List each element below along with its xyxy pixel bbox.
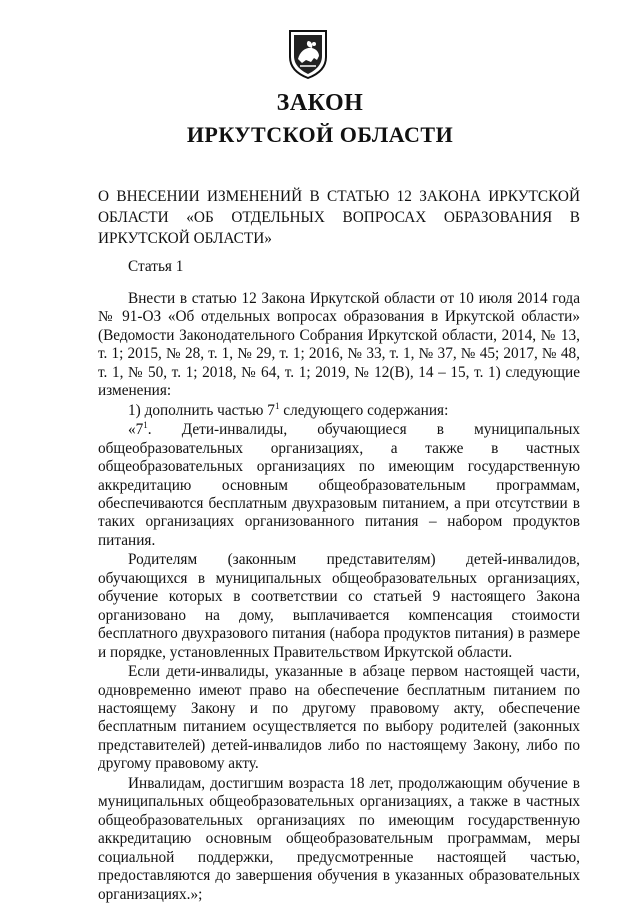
- paragraph-part-7-1: [98, 421, 580, 550]
- law-subject: О ВНЕСЕНИИ ИЗМЕНЕНИЙ В СТАТЬЮ 12 ЗАКОНА ИРКУТСКОЙ ОБЛАСТИ «ОБ ОТДЕЛЬНЫХ ВОПРОСАХ ОБРАЗОВАНИЯ В ИРКУТСКОЙ ОБЛАСТИ»: [98, 188, 580, 247]
- part-7-1-open: «7: [128, 421, 144, 439]
- law-body: [98, 290, 580, 904]
- item-1-tail: следующего содержания:: [279, 401, 449, 419]
- paragraph-dual-entitlement: Если дети-инвалиды, указанные в абзаце первом настоящей части, одновременно имеют право на обеспечение бесплатным питанием по настоящему Закону и по другому правовому акту, обеспечение бесплатным питанием осуществляется по выбору родителей (законных представителей) детей-инвалидов либо по настоящему Закону, либо по другому правовому акту.: [98, 663, 580, 773]
- paragraph-parents-compensation: Родителям (законным представителям) детей-инвалидов, обучающихся в муниципальных общеобразовательных организациях, обучение которых в соответствии со статьей 9 настоящего Закона организовано на дому, выплачивается компенсация стоимости бесплатного двухразового питания (набора продуктов питания) в размере и порядке, установленных Правительством Иркутской области.: [98, 551, 580, 661]
- item-1-text: 1) дополнить частью 7: [128, 401, 275, 419]
- law-region-title: ИРКУТСКОЙ ОБЛАСТИ: [186, 122, 454, 147]
- irkutsk-coat-of-arms-icon: [286, 29, 330, 79]
- law-title: ЗАКОН: [276, 90, 364, 116]
- item-1-superscript: 1: [274, 400, 280, 411]
- article-heading: Статья 1: [128, 258, 184, 275]
- part-7-1-superscript: 1: [143, 420, 148, 431]
- paragraph-amendment-intro: Внести в статью 12 Закона Иркутской области от 10 июля 2014 года № 91-ОЗ «Об отдельных вопросах образования в Иркутской области» (Ведомости Законодательного Собрания Иркутской области, 2014, № 13, т. 1; 2015, № 28, т. 1, № 29, т. 1; 2016, № 33, т. 1, № 37, № 45; 2017, № 48, т. 1, № 50, т. 1; 2018, № 64, т. 1; 2019, № 12(В), 14 – 15, т. 1) следующие изменения:: [98, 290, 580, 400]
- paragraph-item-1: [98, 402, 580, 420]
- paragraph-adult-students: Инвалидам, достигшим возраста 18 лет, продолжающим обучение в муниципальных общеобразовательных организациях, а также в частных общеобразовательных организациях по имеющим государственную аккредитацию основным общеобразовательным программам, меры социальной поддержки, предусмотренные настоящей частью, предоставляются до завершения обучения в указанных образовательных организациях.»;: [98, 774, 580, 903]
- part-7-1-text: . Дети-инвалиды, обучающиеся в муниципальных общеобразовательных организациях, а также в частных общеобразовательных организациях по имеющим государственную аккредитацию основным общеобразовательным программам, обеспечиваются бесплатным двухразовым питанием, а при отсутствии в таких организациях организованного питания – набором продуктов питания.: [98, 421, 580, 549]
